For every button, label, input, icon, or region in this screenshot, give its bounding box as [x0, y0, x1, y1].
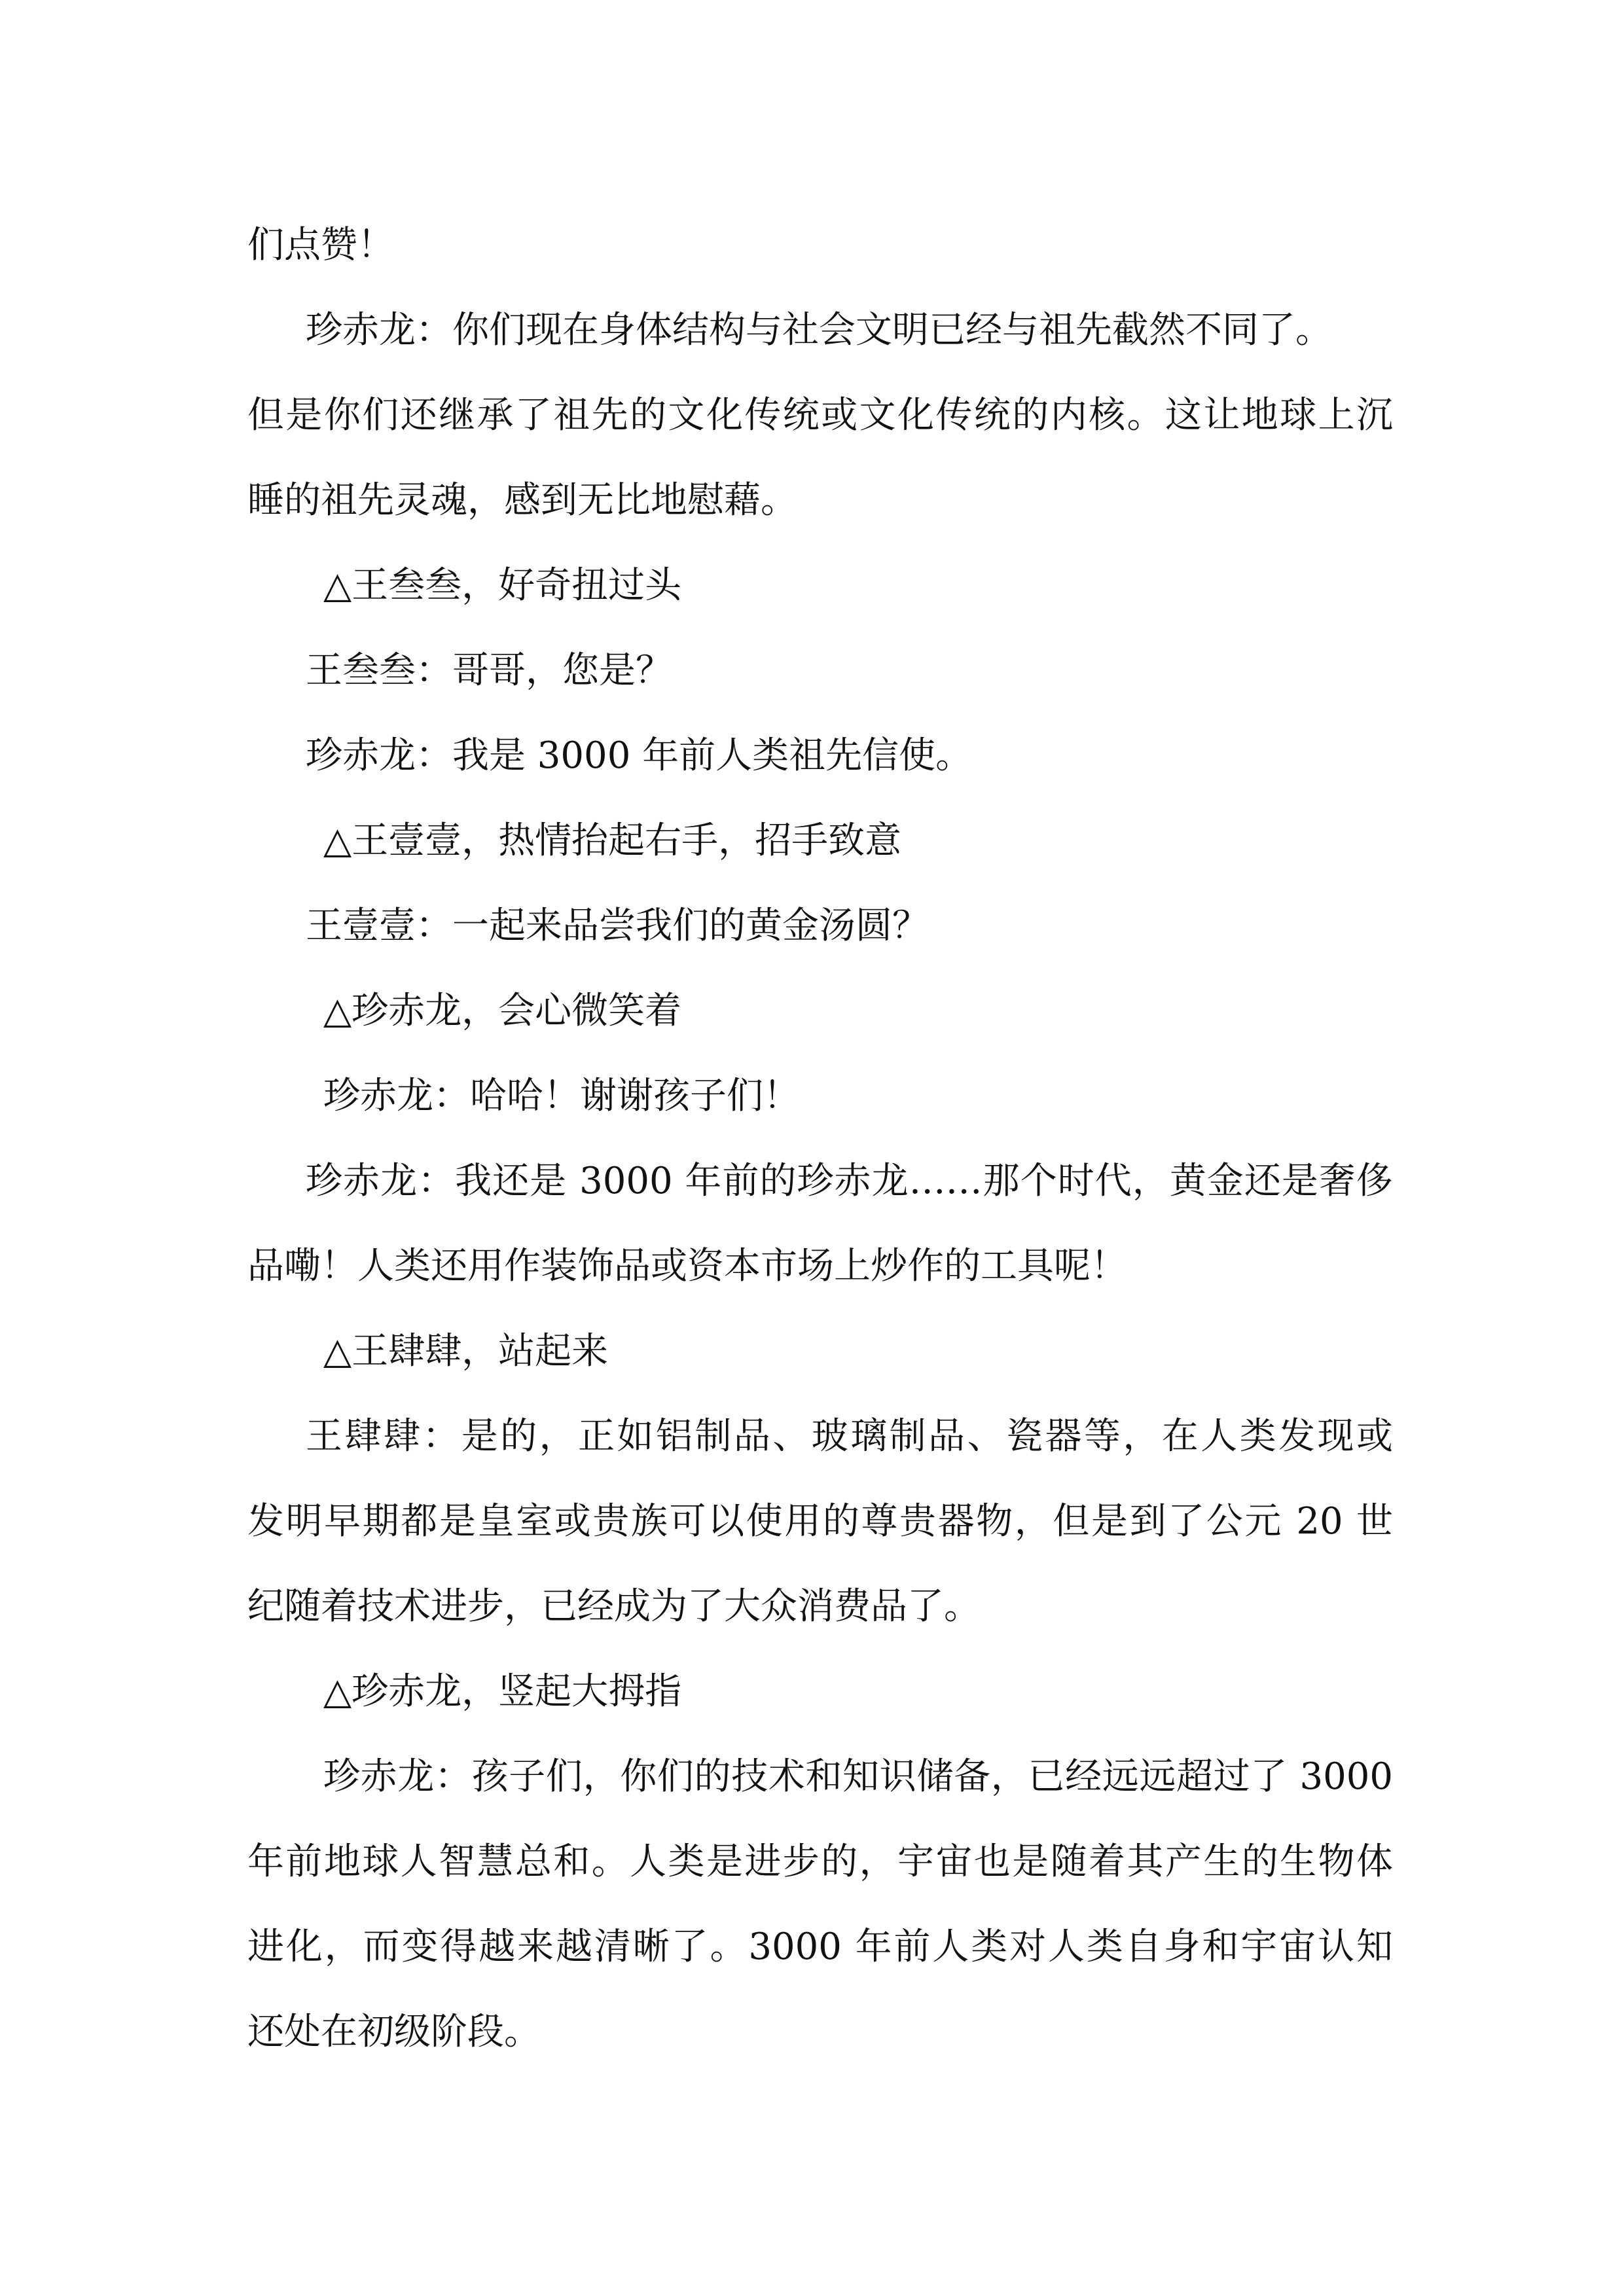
text-line: 纪随着技术进步，已经成为了大众消费品了。: [247, 1585, 981, 1628]
dialogue-line: 珍赤龙：你们现在身体结构与社会文明已经与祖先截然不同了。: [306, 309, 1332, 351]
dialogue-line: 珍赤龙：我还是 3000 年前的珍赤龙……那个时代，黄金还是奢侈: [306, 1160, 1393, 1202]
text-line: 睡的祖先灵魂，感到无比地慰藉。: [247, 479, 797, 522]
text-line: 品嘞！人类还用作装饰品或资本市场上炒作的工具呢！: [247, 1245, 1127, 1287]
dialogue-line: 珍赤龙：哈哈！谢谢孩子们！: [323, 1075, 800, 1117]
text-line: 但是你们还继承了祖先的文化传统或文化传统的内核。这让地球上沉: [247, 394, 1393, 437]
text-line: 们点赞！: [247, 224, 394, 266]
text-line: 发明早期都是皇室或贵族可以使用的尊贵器物，但是到了公元 20 世: [247, 1500, 1393, 1543]
stage-direction: △珍赤龙，竖起大拇指: [323, 1670, 682, 1713]
dialogue-line: 珍赤龙：孩子们，你们的技术和知识储备，已经远远超过了 3000: [323, 1755, 1393, 1798]
dialogue-line: 珍赤龙：我是 3000 年前人类祖先信使。: [306, 734, 973, 777]
stage-direction: △王叁叁，好奇扭过头: [323, 564, 682, 607]
stage-direction: △珍赤龙，会心微笑着: [323, 990, 682, 1032]
stage-direction: △王壹壹，热情抬起右手，招手致意: [323, 819, 902, 862]
dialogue-line: 王壹壹：一起来品尝我们的黄金汤圆？: [306, 905, 929, 947]
text-line: 进化，而变得越来越清晰了。3000 年前人类对人类自身和宇宙认知: [247, 1926, 1393, 1968]
stage-direction: △王肆肆，站起来: [323, 1330, 609, 1372]
text-line: 还处在初级阶段。: [247, 2011, 541, 2053]
document-page: [247, 203, 1393, 2075]
text-line: 年前地球人智慧总和。人类是进步的，宇宙也是随着其产生的生物体: [247, 1840, 1393, 1883]
dialogue-line: 王肆肆：是的，正如铝制品、玻璃制品、瓷器等，在人类发现或: [306, 1415, 1393, 1458]
dialogue-line: 王叁叁：哥哥，您是？: [306, 649, 672, 692]
